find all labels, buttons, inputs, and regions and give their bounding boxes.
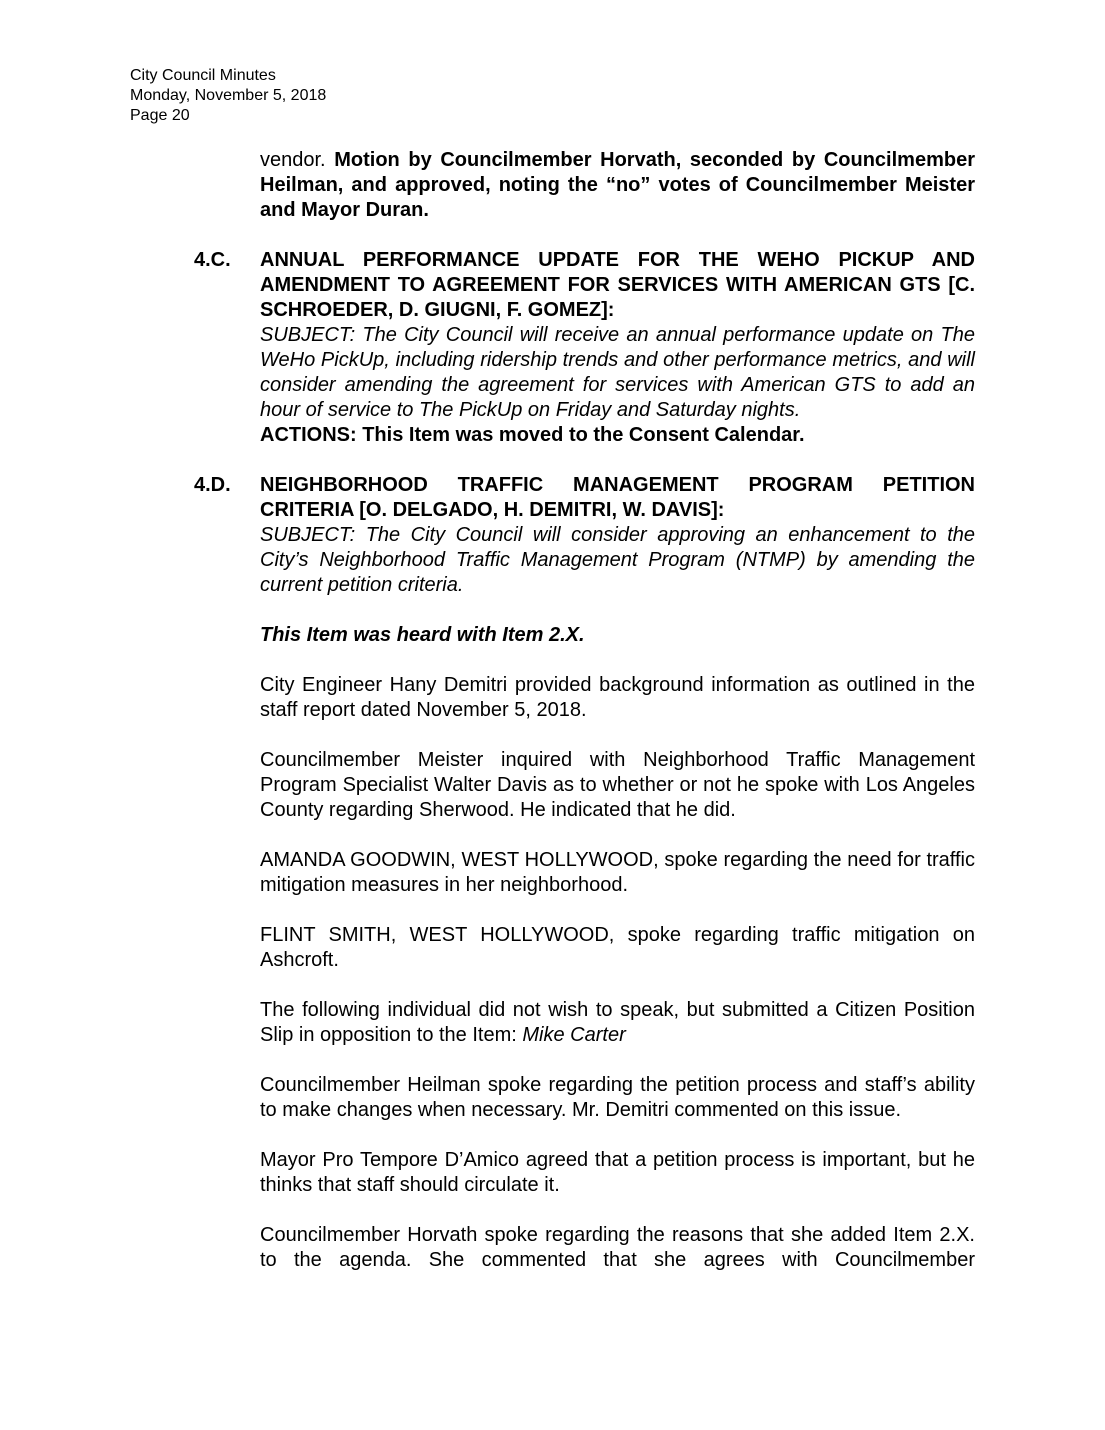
page-number: Page 20 <box>130 107 190 124</box>
item-number: 4.C. <box>194 249 231 271</box>
minutes-paragraph: FLINT SMITH, WEST HOLLYWOOD, spoke regarding traffic mitigation on Ashcroft. <box>260 924 975 971</box>
spacer <box>260 723 975 748</box>
agenda-item-4d <box>194 473 975 1273</box>
spacer <box>260 823 975 848</box>
page-header <box>130 66 326 126</box>
spacer <box>260 598 975 623</box>
document-title: City Council Minutes <box>130 67 276 84</box>
minutes-paragraph: Councilmember Heilman spoke regarding the petition process and staff’s ability to make changes when necessary. Mr. Demitri commented on this issue. <box>260 1074 975 1121</box>
spacer <box>260 448 975 473</box>
spacer <box>260 973 975 998</box>
spacer <box>260 648 975 673</box>
meeting-date: Monday, November 5, 2018 <box>130 87 327 104</box>
item-subject: SUBJECT: The City Council will consider approving an enhancement to the City’s Neighborhood Traffic Management Program (NTMP) by amending the current petition criteria. <box>260 524 975 596</box>
minutes-paragraph: AMANDA GOODWIN, WEST HOLLYWOOD, spoke regarding the need for traffic mitigation measures in her neighborhood. <box>260 849 975 896</box>
item-subject: SUBJECT: The City Council will receive an annual performance update on The WeHo PickUp, including ridership trends and other performance metrics, and will consider amending the agreement for services with American GTS to add an hour of service to The PickUp on Friday and Saturday nights. <box>260 324 975 421</box>
position-slip-text: The following individual did not wish to speak, but submitted a Citizen Position Slip in opposition to the Item: <box>260 999 975 1046</box>
spacer <box>260 223 975 248</box>
minutes-paragraph: City Engineer Hany Demitri provided background information as outlined in the staff report dated November 5, 2018. <box>260 674 975 721</box>
spacer <box>260 1123 975 1148</box>
continuation-lead: vendor. <box>260 149 335 171</box>
minutes-paragraph <box>260 998 975 1048</box>
speaker-name: Mike Carter <box>522 1024 626 1046</box>
spacer <box>260 1048 975 1073</box>
item-title: ANNUAL PERFORMANCE UPDATE FOR THE WEHO PICKUP AND AMENDMENT TO AGREEMENT FOR SERVICES WITH AMERICAN GTS [C. SCHROEDER, D. GIUGNI, F. GOMEZ]: <box>260 249 975 321</box>
heard-with-note: This Item was heard with Item 2.X. <box>260 624 585 646</box>
minutes-body <box>194 148 975 1273</box>
item-actions: ACTIONS: This Item was moved to the Consent Calendar. <box>260 424 805 446</box>
minutes-paragraph: Councilmember Meister inquired with Neighborhood Traffic Management Program Specialist Walter Davis as to whether or not he spoke with Los Angeles County regarding Sherwood. He indicated that he did. <box>260 749 975 821</box>
item-number: 4.D. <box>194 474 231 496</box>
agenda-item-4c <box>194 248 975 448</box>
spacer <box>260 1198 975 1223</box>
minutes-paragraph: Mayor Pro Tempore D’Amico agreed that a petition process is important, but he thinks that staff should circulate it. <box>260 1149 975 1196</box>
motion-text: Motion by Councilmember Horvath, seconded by Councilmember Heilman, and approved, noting the “no” votes of Councilmember Meister and Mayor Duran. <box>260 149 975 221</box>
minutes-paragraph: Councilmember Horvath spoke regarding the reasons that she added Item 2.X. to the agenda. She commented that she agrees with Councilmember <box>260 1224 975 1271</box>
item-title: NEIGHBORHOOD TRAFFIC MANAGEMENT PROGRAM PETITION CRITERIA [O. DELGADO, H. DEMITRI, W. DAVIS]: <box>260 474 975 521</box>
spacer <box>260 898 975 923</box>
continuation-paragraph <box>260 148 975 223</box>
